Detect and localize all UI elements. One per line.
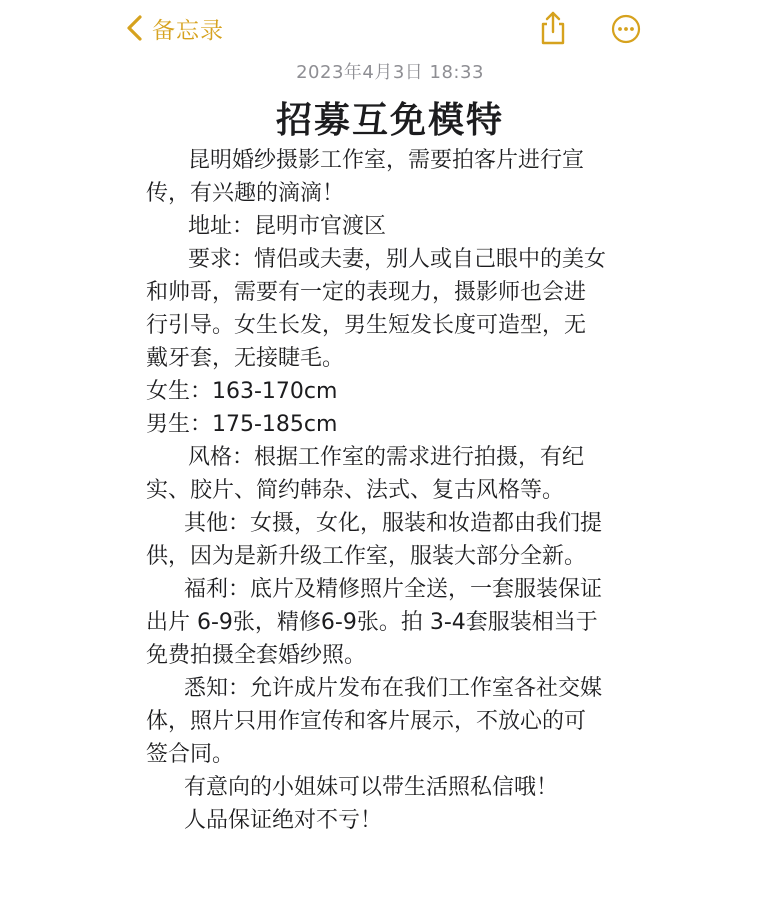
- body-line: 悉知：允许成片发布在我们工作室各社交媒: [184, 676, 603, 701]
- body-line: 签合同。: [146, 742, 235, 767]
- body-line: 其他：女摄，女化，服装和妆造都由我们提: [184, 511, 603, 536]
- note-body[interactable]: [146, 144, 638, 837]
- chevron-left-icon: [124, 13, 146, 43]
- body-line: 传，有兴趣的滴滴！: [146, 181, 345, 206]
- note-title[interactable]: 招募互免模特: [275, 100, 504, 141]
- body-line: 有意向的小姐妹可以带生活照私信哦！: [184, 775, 559, 800]
- body-line: 免费拍摄全套婚纱照。: [146, 643, 367, 668]
- back-label: 备忘录: [152, 17, 224, 44]
- navigation-bar: [0, 0, 780, 56]
- body-line: 出片 6-9张，精修6-9张。拍 3-4套服装相当于: [146, 610, 598, 635]
- body-line: 人品保证绝对不亏！: [184, 808, 383, 833]
- body-line: 男生：175-185cm: [146, 412, 338, 437]
- note-timestamp: 2023年4月3日 18:33: [296, 62, 484, 83]
- body-line: 昆明婚纱摄影工作室，需要拍客片进行宣: [188, 148, 585, 173]
- body-line: 要求：情侣或夫妻，别人或自己眼中的美女: [188, 247, 607, 272]
- body-line: 女生：163-170cm: [146, 379, 338, 404]
- body-line: 供，因为是新升级工作室，服装大部分全新。: [146, 544, 587, 569]
- body-line: 实、胶片、简约韩杂、法式、复古风格等。: [146, 478, 565, 503]
- body-line: 体，照片只用作宣传和客片展示，不放心的可: [146, 709, 587, 734]
- body-line: 地址：昆明市官渡区: [188, 214, 387, 239]
- body-line: 风格：根据工作室的需求进行拍摄，有纪: [188, 445, 585, 470]
- body-line: 福利：底片及精修照片全送，一套服装保证: [184, 577, 603, 602]
- body-line: 戴牙套，无接睫毛。: [146, 346, 345, 371]
- body-line: 和帅哥，需要有一定的表现力，摄影师也会进: [146, 280, 587, 305]
- body-line: 行引导。女生长发，男生短发长度可造型，无: [146, 313, 587, 338]
- share-icon: [536, 10, 570, 46]
- back-button[interactable]: [124, 10, 224, 46]
- ellipsis-circle-icon: [611, 14, 641, 44]
- share-button[interactable]: [536, 10, 570, 46]
- more-button[interactable]: [611, 14, 641, 44]
